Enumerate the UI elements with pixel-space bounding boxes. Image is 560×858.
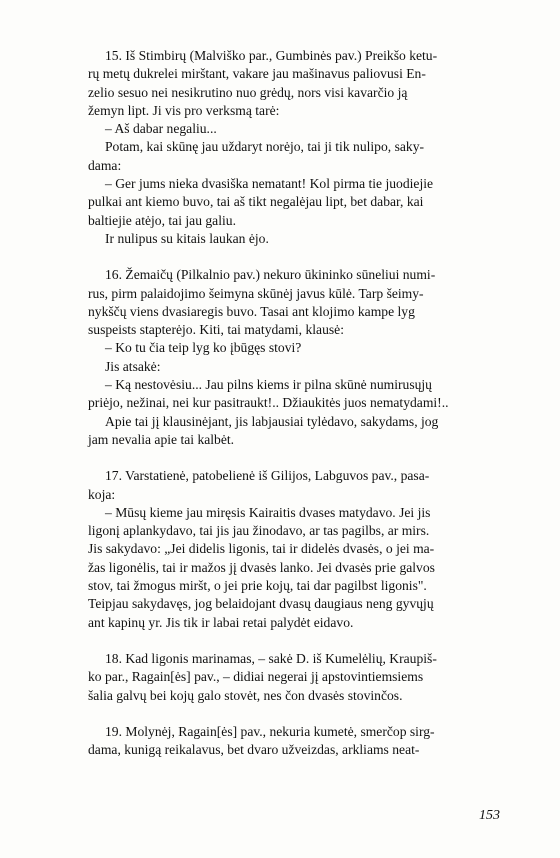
text-line: Jis atsakė: xyxy=(105,358,161,374)
text-line: pulkai ant kiemo buvo, tai aš tikt negalėjau lipt, bet dabar, kai xyxy=(88,194,424,210)
text-line: – Ger jums nieka dvasiška nematant! Kol pirma tie juodiejie xyxy=(105,176,434,192)
text-line: jam nevalia apie tai kalbėt. xyxy=(88,431,235,447)
text-line: Teipjau sakydavęs, jog belaidojant dvasų daugiaus neng gyvųjų xyxy=(88,596,434,612)
text-line: zelio sesuo nei nesikrutino nuo grėdų, nors visi kavarčio ją xyxy=(88,84,408,100)
text-line: – Ką nestovėsiu... Jau pilns kiems ir pilna skūnė numirusųjų xyxy=(105,377,432,393)
text-line: suspeists stapterėjo. Kiti, tai matydami, klausė: xyxy=(88,322,344,338)
text-line: – Aš dabar negaliu... xyxy=(105,121,217,137)
text-line: 18. Kad ligonis marinamas, – sakė D. iš Kumelėlių, Kraupiš- xyxy=(105,650,437,666)
text-line: – Ko tu čia teip lyg ko įbūgęs stovi? xyxy=(105,340,302,356)
text-line: baltiejie atėjo, tai jau galiu. xyxy=(88,212,236,228)
text-line: ligonį aplankydavo, tai jis jau žinodavo, ar tas pagilbs, ar mirs. xyxy=(88,523,430,539)
page-number: 153 xyxy=(479,808,500,823)
text-line: 16. Žemaičų (Pilkalnio pav.) nekuro ūkininko sūneliui numi- xyxy=(105,267,436,283)
entry-16 xyxy=(88,266,500,449)
text-line: ant kapinų yr. Jis tik ir labai retai palydėt eidavo. xyxy=(88,614,354,630)
text-line: nykščų viens dvasiaregis buvo. Tasai ant klojimo kampe lyg xyxy=(88,303,415,319)
text-line: žas ligonėlis, tai ir mažos jį dvasės lanko. Jei dvasės prie galvos xyxy=(88,559,435,575)
text-line: 15. Iš Stimbirų (Malviško par., Gumbinės pav.) Preikšo ketu- xyxy=(105,48,438,63)
text-line: koja: xyxy=(88,486,116,502)
text-line: 19. Molynėj, Ragain[ės] pav., nekuria kumetė, smerčop sirg- xyxy=(105,723,435,739)
text-line: Potam, kai skūnę jau uždaryt norėjo, tai ji tik nulipo, saky- xyxy=(105,139,425,155)
text-line: Apie tai jį klausinėjant, jis labjausiai tylėdavo, sakydams, jog xyxy=(105,413,439,429)
text-line: Ir nulipus su kitais laukan ėjo. xyxy=(105,230,269,246)
text-line: – Mūsų kieme jau miręsis Kairaitis dvases matydavo. Jei jis xyxy=(105,504,431,520)
text-line: 17. Varstatienė, patobelienė iš Gilijos, Labguvos pav., pasa- xyxy=(105,468,430,484)
text-line: priėjo, nežinai, nei kur pasitraukt!.. Džiaukitės juos nematydami!.. xyxy=(88,395,449,411)
text-line: dama: xyxy=(88,157,122,173)
page-text xyxy=(88,47,500,777)
text-line: rų metų dukrelei mirštant, vakare jau mašinavus paliovusi En- xyxy=(88,66,426,82)
entry-17 xyxy=(88,467,500,632)
entry-19 xyxy=(88,723,500,760)
text-line: rus, pirm palaidojimo šeimyna skūnėj javus kūlė. Tarp šeimy- xyxy=(88,285,424,301)
text-line: žemyn lipt. Ji vis pro verksmą tarė: xyxy=(88,102,280,118)
entry-15 xyxy=(88,47,500,248)
text-line: stov, tai žmogus miršt, o jei prie kojų, tai dar pagilbst ligonis". xyxy=(88,578,427,594)
text-line: Jis sakydavo: „Jei didelis ligonis, tai ir didelės dvasės, o jei ma- xyxy=(88,541,435,557)
text-line: dama, kunigą reikalavus, bet dvaro užveizdas, arkliams neat- xyxy=(88,742,420,758)
entry-18 xyxy=(88,650,500,705)
text-line: šalia galvų bei kojų galo stovėt, nes čon dvasės stovinčos. xyxy=(88,687,403,703)
text-line: ko par., Ragain[ės] pav., – didiai negerai jį apstovintiemsiems xyxy=(88,669,424,685)
